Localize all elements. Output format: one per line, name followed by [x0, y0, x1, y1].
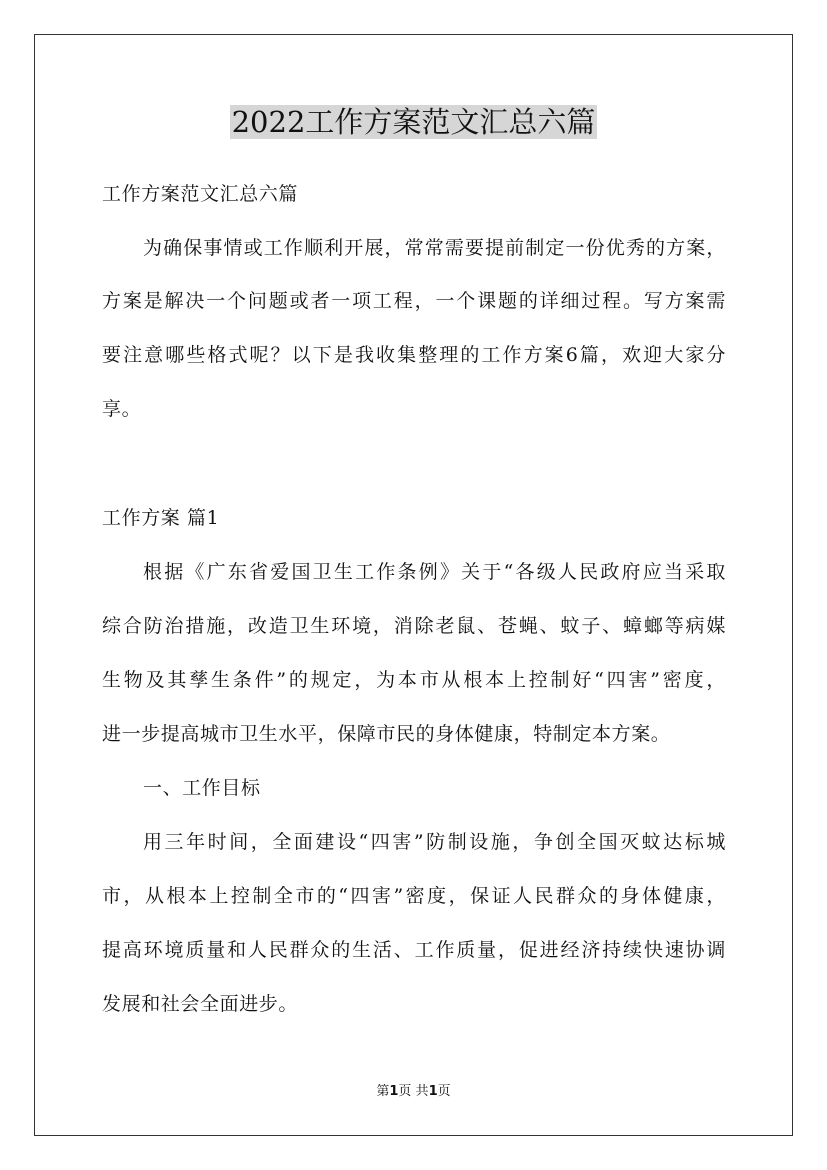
section-para2-line-1: 用三年时间，全面建设“四害”防制设施，争创全国灭蚊达标城 — [143, 831, 726, 853]
intro-line-2: 方案是解决一个问题或者一项工程，一个课题的详细过程。写方案需 — [102, 290, 726, 312]
footer-mid: 页 共 — [398, 1084, 429, 1099]
section-para2-line-3: 提高环境质量和人民群众的生活、工作质量，促进经济持续快速协调 — [102, 939, 726, 961]
footer-page-total: 1 — [428, 1084, 438, 1099]
section-para1-line-3: 生物及其孳生条件”的规定，为本市从根本上控制好“四害”密度， — [102, 669, 726, 691]
section-heading: 工作方案 篇1 — [102, 507, 220, 529]
section-para2-line-2: 市，从根本上控制全市的“四害”密度，保证人民群众的身体健康， — [102, 885, 726, 907]
page-footer — [0, 1083, 827, 1101]
footer-page-number: 1 — [389, 1084, 399, 1099]
section-para1-line-2: 综合防治措施，改造卫生环境，消除老鼠、苍蝇、蚊子、蟑螂等病媒 — [102, 615, 726, 637]
document-title-text: 2022工作方案范文汇总六篇 — [231, 105, 596, 139]
section-para1-line-4: 进一步提高城市卫生水平，保障市民的身体健康，特制定本方案。 — [102, 723, 671, 745]
intro-line-3: 要注意哪些格式呢？以下是我收集整理的工作方案6篇，欢迎大家分 — [102, 344, 726, 366]
document-title — [0, 100, 827, 144]
document-subtitle: 工作方案范文汇总六篇 — [102, 183, 299, 205]
footer-suffix: 页 — [437, 1084, 451, 1099]
section-para1-line-1: 根据《广东省爱国卫生工作条例》关于“各级人民政府应当采取 — [143, 561, 726, 583]
sub-heading: 一、工作目标 — [143, 777, 261, 799]
footer-prefix: 第 — [376, 1084, 390, 1099]
intro-line-1: 为确保事情或工作顺利开展，常常需要提前制定一份优秀的方案， — [143, 237, 726, 259]
section-para2-line-4: 发展和社会全面进步。 — [102, 993, 299, 1015]
intro-line-4: 享。 — [102, 398, 142, 420]
